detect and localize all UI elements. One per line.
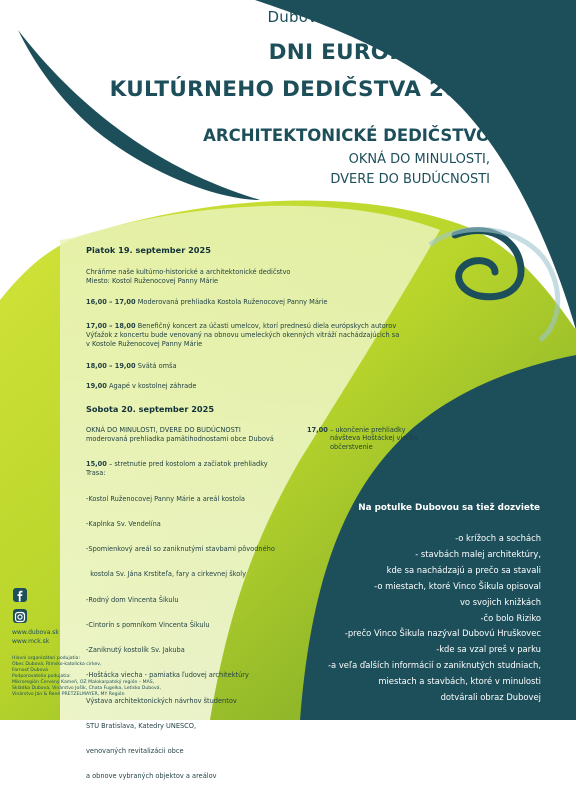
facebook-icon[interactable] bbox=[13, 588, 27, 602]
saturday-end-line-3: občerstvenie bbox=[330, 442, 373, 451]
friday-item-3 bbox=[86, 362, 177, 370]
partner-line: Mikroregión Červený Kameň, OZ Malokarpatský región – MAS, bbox=[12, 680, 155, 685]
also-item: -kde sa vzal preš v parku bbox=[436, 644, 541, 655]
friday-item-4 bbox=[86, 382, 196, 390]
title-line-2: KULTÚRNEHO DEDIČSTVA 2025 bbox=[109, 77, 490, 102]
also-item: miestach a stavbách, ktoré v minulosti bbox=[378, 676, 541, 687]
also-item: dotvárali obraz Dubovej bbox=[440, 692, 541, 703]
route-item: -Kaplnka Sv. Vendelína bbox=[86, 520, 161, 529]
also-item: -prečo Vinco Šikula nazýval Dubovú Hruškovec bbox=[344, 628, 541, 639]
route-item: -Rodný dom Vincenta Šikulu bbox=[86, 595, 179, 604]
friday-intro-2: Miesto: Kostol Ruženocovej Panny Márie bbox=[86, 277, 219, 285]
organizers-label: Hlavní organizátori podujatia: bbox=[12, 656, 80, 661]
friday-item-4-text: Agapé v kostolnej záhrade bbox=[108, 382, 197, 390]
also-item: - stavbách malej architektúry, bbox=[415, 548, 541, 559]
route-label: Trasa: bbox=[86, 469, 106, 477]
saturday-start-time: 15,00 bbox=[86, 460, 107, 468]
friday-item-1-time: 16,00 – 17,00 bbox=[86, 298, 136, 306]
also-item: -o miestach, ktoré Vinco Šikula opisoval bbox=[374, 580, 541, 591]
saturday-end-line-2: návšteva Hoštáckej viechy bbox=[330, 434, 418, 443]
route-item: venovaných revitalizácii obce bbox=[86, 747, 184, 755]
also-item: kde sa nachádzajú a prečo sa stavali bbox=[386, 564, 541, 575]
route-item: -Cintorín s pomníkom Vincenta Šikulu bbox=[86, 620, 210, 629]
saturday-start bbox=[86, 460, 268, 468]
route-item: a obnove vybraných objektov a areálov bbox=[86, 772, 217, 781]
saturday-intro-2: moderovaná prehliadka pamätihodnostami obce Dubová bbox=[86, 435, 274, 443]
also-list bbox=[328, 531, 541, 706]
instagram-icon[interactable] bbox=[13, 609, 27, 623]
friday-item-2-time: 17,00 – 18,00 bbox=[86, 322, 136, 330]
saturday-intro-1: OKNÁ DO MINULOSTI, DVERE DO BUDÚCNOSTI bbox=[86, 426, 241, 434]
motto-line-2: DVERE DO BUDÚCNOSTI bbox=[330, 172, 490, 187]
route-item: Výstava architektonických návrhov študentov bbox=[86, 696, 237, 705]
route-item: kostola Sv. Jána Krstiteľa, fary a cirkevnej školy bbox=[86, 570, 247, 579]
saturday-end-time: 17,00 bbox=[307, 426, 328, 434]
friday-item-3-text: Svätá omša bbox=[137, 362, 177, 370]
saturday-end-line-1: – ukončenie prehliadky bbox=[329, 426, 406, 434]
organizer-line: Farnosť Dubová bbox=[12, 668, 48, 673]
website-link-1[interactable]: www.dubova.sk bbox=[12, 629, 59, 636]
saturday-start-text: – stretnutie pred kostolom a začiatok prehliadky bbox=[108, 460, 268, 468]
event-date: Dubová 19. – 20. september 2025 bbox=[267, 8, 530, 26]
also-item: -o krížoch a sochách bbox=[455, 533, 541, 543]
also-item: -a veľa ďalších informácií o zaniknutých studniach, bbox=[328, 660, 541, 671]
friday-item-2-text: Benefičný koncert za účasti umelcov, ktorí prednesú diela európskych autorov bbox=[137, 322, 397, 330]
also-item: -čo bolo Riziko bbox=[480, 612, 541, 623]
friday-item-3-time: 18,00 – 19,00 bbox=[86, 362, 136, 370]
route-item: -Hoštácka viecha - pamiatka ľudovej architektúry bbox=[86, 671, 249, 680]
route-item: -Spomienkový areál so zaniknutými stavbami pôvodného bbox=[86, 545, 275, 554]
friday-item-1 bbox=[86, 298, 327, 306]
title-line-1: DNI EURÓPSKEHO bbox=[268, 40, 490, 65]
also-heading: Na potulke Dubovou sa tiež dozviete bbox=[358, 503, 540, 513]
friday-item-2 bbox=[86, 322, 396, 330]
saturday-heading: Sobota 20. september 2025 bbox=[86, 404, 215, 414]
saturday-end bbox=[307, 426, 418, 451]
theme-heading: ARCHITEKTONICKÉ DEDIČSTVO bbox=[203, 126, 490, 145]
route-item: -Zaniknutý kostolík Sv. Jakuba bbox=[86, 646, 185, 655]
also-item: vo svojich knižkách bbox=[459, 596, 541, 607]
friday-intro-1: Chráňme naše kultúrno-historické a architektonické dedičstvo bbox=[86, 268, 291, 276]
friday-concert-line-2: Výťažok z koncertu bude venovaný na obnovu umeleckých okenných vitráží nachádzajúcich sa bbox=[86, 331, 400, 339]
route-item: STU Bratislava, Katedry UNESCO, bbox=[86, 721, 197, 730]
friday-concert-line-3: v Kostole Ruženocovej Panny Márie bbox=[86, 340, 203, 348]
organizer-line: Obec Dubová, Rímsko-katolícka cirkev, bbox=[12, 662, 102, 667]
partner-line: Vinárstvo Ján & René PRETZELMAYER, MY Región bbox=[12, 692, 125, 697]
partners-label: Podporovatelia podujatia: bbox=[12, 674, 71, 679]
friday-item-4-time: 19,00 bbox=[86, 382, 107, 390]
friday-item-1-text: Moderovaná prehliadka Kostola Ruženocovej Panny Márie bbox=[137, 298, 328, 306]
organizers-block bbox=[12, 656, 161, 698]
friday-heading: Piatok 19. september 2025 bbox=[86, 245, 211, 255]
route-item: -Kostol Ruženocovej Panny Márie a areál kostola bbox=[86, 494, 245, 503]
website-link-2[interactable]: www.mck.sk bbox=[12, 638, 50, 645]
navy-sweep-left bbox=[18, 30, 260, 200]
route-list bbox=[86, 478, 275, 797]
partner-line: Skládka Dubová, Vinárstvo Jošík, Chata Fugelka, Letisko Dubová, bbox=[12, 686, 161, 691]
motto-line-1: OKNÁ DO MINULOSTI, bbox=[348, 152, 490, 167]
